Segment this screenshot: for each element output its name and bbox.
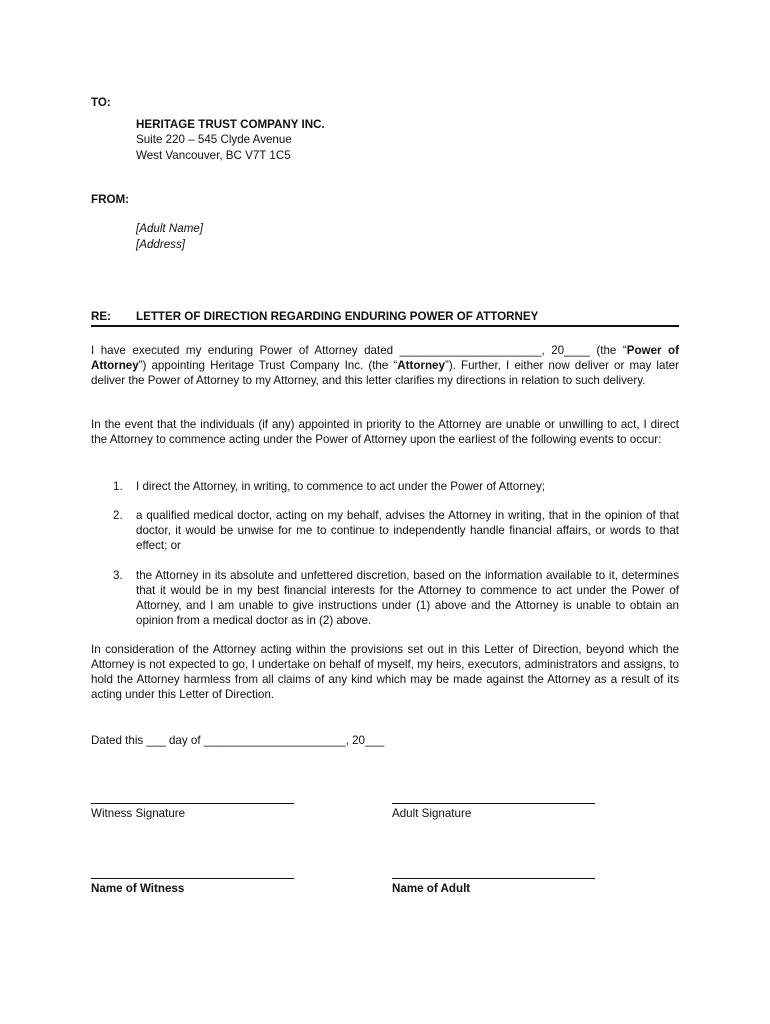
adult-signature-label: Adult Signature — [392, 807, 472, 820]
witness-signature-label: Witness Signature — [91, 807, 186, 820]
adult-name-line — [392, 878, 595, 879]
dated-line: Dated this ___ day of ______________________, 20___ — [91, 734, 385, 747]
paragraph-indemnity: In consideration of the Attorney acting within the provisions set out in this Letter of Direction, beyond which the Attorney is not expected to go, I undertake on behalf of myself, my heirs, executors, administrators and assigns, to hold the Attorney harmless from all claims of any kind which may be made against the Attorney as a result of its acting under this Letter of Direction. — [91, 643, 679, 701]
sender-address-placeholder: [Address] — [136, 238, 185, 251]
para1-text-3: ”). Further, I either now deliver or may later deliver the Power of Attorney to my Attorney, and this letter clarifies my directions in relation to such delivery. — [91, 359, 679, 387]
re-label: RE: — [91, 310, 111, 323]
recipient-address-line1: Suite 220 – 545 Clyde Avenue — [136, 133, 292, 146]
paragraph-conditions: In the event that the individuals (if any) appointed in priority to the Attorney are unable or unwilling to act, I direct the Attorney to commence acting under the Power of Attorney upon the earliest of the following events to occur: — [91, 418, 679, 446]
paragraph-execution — [91, 343, 679, 388]
list-item — [91, 508, 679, 553]
recipient-name: HERITAGE TRUST COMPANY INC. — [136, 118, 325, 131]
para1-text-1: I have executed my enduring Power of Attorney dated ______________________, 20____ (the “ — [91, 344, 627, 357]
recipient-address-line2: West Vancouver, BC V7T 1C5 — [136, 149, 291, 162]
witness-name-line — [91, 878, 294, 879]
list-item — [91, 479, 679, 494]
re-underline — [91, 325, 679, 327]
list-item-text: I direct the Attorney, in writing, to commence to act under the Power of Attorney; — [136, 480, 545, 493]
list-item-text: a qualified medical doctor, acting on my behalf, advises the Attorney in writing, that in the opinion of that doctor, it would be unwise for me to continue to independently handle financial affairs, or words to that effect; or — [136, 509, 679, 552]
para1-defined-term-power-of-attorney: Power of Attorney — [91, 344, 679, 372]
list-item-number: 1. — [113, 480, 123, 493]
list-item-text: the Attorney in its absolute and unfettered discretion, based on the information available to it, determines that it would be in my best financial interests for the Attorney to commence to act under the Power of Attorney, and I am unable to give instructions under (1) above and the Attorney is unable to obtain an opinion from a medical doctor as in (2) above. — [136, 569, 679, 627]
sender-name-placeholder: [Adult Name] — [136, 222, 204, 235]
witness-name-label: Name of Witness — [91, 882, 185, 895]
re-subject: LETTER OF DIRECTION REGARDING ENDURING POWER OF ATTORNEY — [136, 310, 539, 323]
from-label: FROM: — [91, 193, 129, 206]
witness-signature-line — [91, 803, 294, 804]
para1-text-2: ”) appointing Heritage Trust Company Inc. (the “ — [138, 359, 398, 372]
list-item-number: 2. — [113, 509, 123, 522]
adult-signature-line — [392, 803, 595, 804]
to-label: TO: — [91, 96, 111, 109]
para1-defined-term-attorney: Attorney — [397, 359, 445, 372]
adult-name-label: Name of Adult — [392, 882, 471, 895]
list-item — [91, 568, 679, 628]
list-item-number: 3. — [113, 569, 123, 582]
